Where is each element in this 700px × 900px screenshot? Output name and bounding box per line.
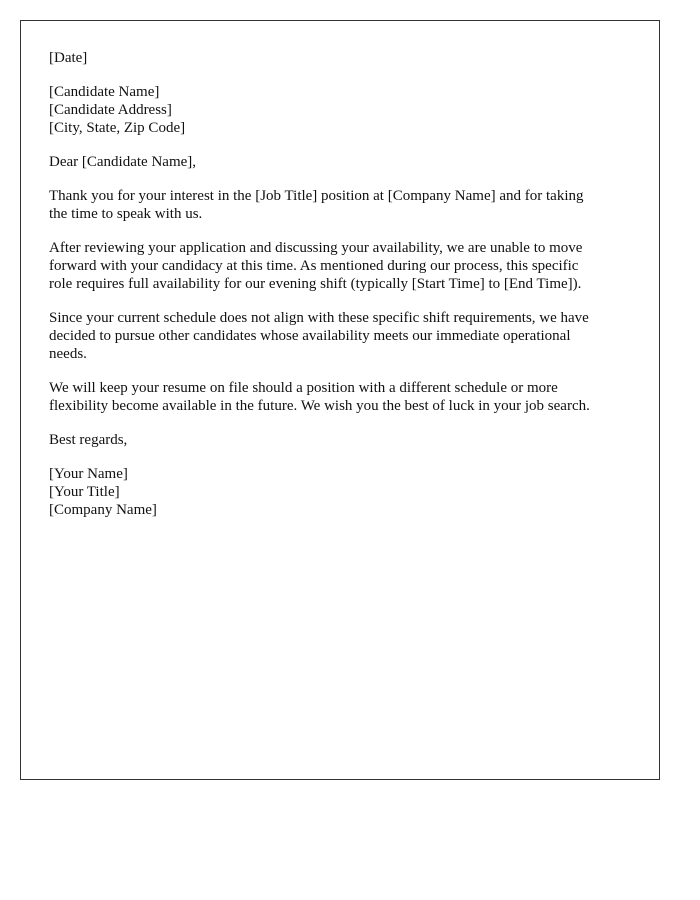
letter-page [20,20,660,780]
signature-title: [Your Title] [49,484,120,500]
recipient-block [49,83,639,137]
paragraph-line: needs. [49,346,87,362]
paragraph-line: Since your current schedule does not align with these specific shift requirements, we have [49,310,589,326]
body-paragraph-3 [49,309,639,363]
closing: Best regards, [49,432,128,448]
body-paragraph-1 [49,187,639,223]
paragraph-line: After reviewing your application and discussing your availability, we are unable to move [49,240,583,256]
letter-content [49,49,639,535]
paragraph-line: Thank you for your interest in the [Job Title] position at [Company Name] and for taking [49,188,584,204]
signature-block [49,465,639,519]
paragraph-line: flexibility become available in the future. We wish you the best of luck in your job search. [49,398,590,414]
closing-block [49,431,639,449]
signature-company: [Company Name] [49,502,157,518]
recipient-city-state-zip: [City, State, Zip Code] [49,120,186,136]
body-paragraph-4 [49,379,639,415]
recipient-address: [Candidate Address] [49,102,172,118]
date-block [49,49,639,67]
paragraph-line: role requires full availability for our evening shift (typically [Start Time] to [End Time]). [49,276,582,292]
signature-name: [Your Name] [49,466,128,482]
recipient-name: [Candidate Name] [49,84,160,100]
letter-date: [Date] [49,50,88,66]
paragraph-line: the time to speak with us. [49,206,203,222]
paragraph-line: forward with your candidacy at this time. As mentioned during our process, this specific [49,258,579,274]
salutation-block [49,153,639,171]
paragraph-line: We will keep your resume on file should a position with a different schedule or more [49,380,558,396]
body-paragraph-2 [49,239,639,293]
salutation: Dear [Candidate Name], [49,154,197,170]
paragraph-line: decided to pursue other candidates whose availability meets our immediate operational [49,328,571,344]
